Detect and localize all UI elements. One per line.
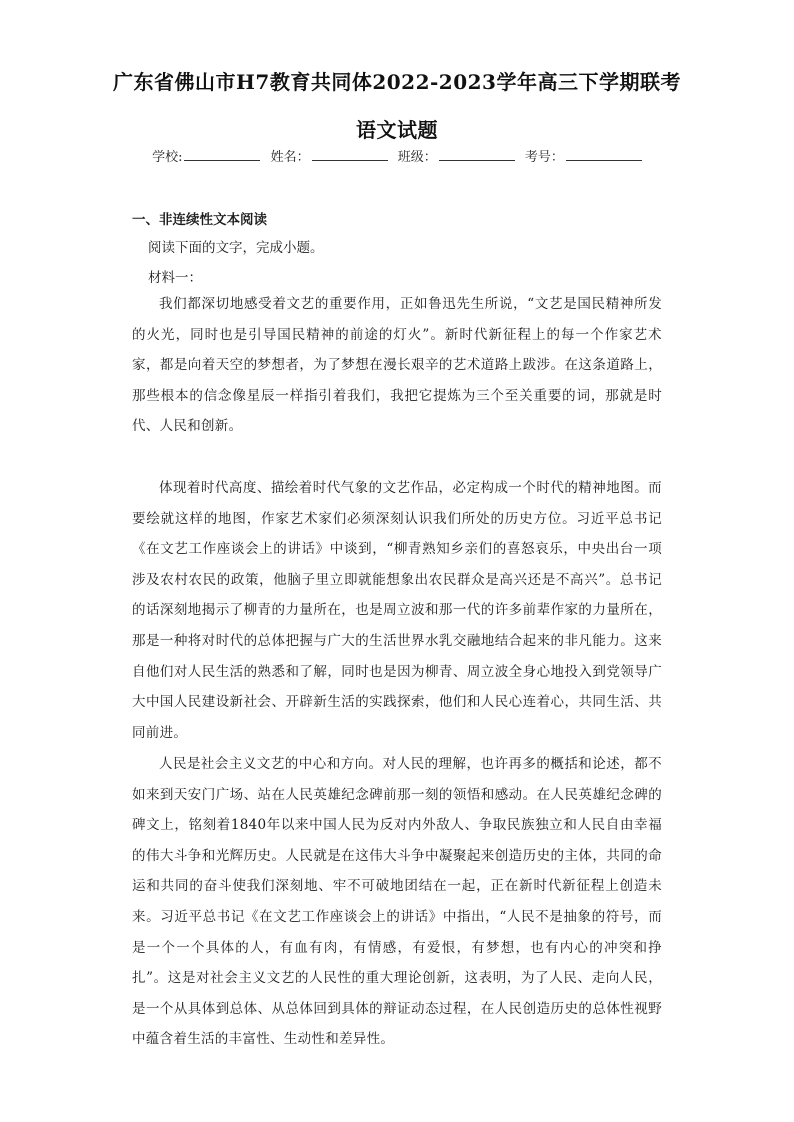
exam-number-blank [566,148,642,161]
exam-number-field [525,146,642,165]
section-heading: 一、非连续性文本阅读 [132,212,267,228]
name-blank [312,148,388,161]
name-label: 姓名： [270,150,310,165]
school-field [152,146,260,165]
school-blank [184,148,260,161]
name-field [271,146,388,165]
class-label: 班级： [397,150,437,165]
exam-number-label: 考号： [524,150,564,165]
class-blank [439,148,515,161]
exam-subject-title: 语文试题 [356,118,438,142]
paragraph-1: 我们都深切地感受着文艺的重要作用，正如鲁迅先生所说，“文艺是国民精神所发的火光，同时也是引导国民精神的前途的灯火”。新时代新征程上的每一个作家艺术家，都是向着天空的梦想者，为了梦想在漫长艰辛的艺术道路上跋涉。在这条道路上，那些根本的信念像星辰一样指引着我们，我把它提炼为三个至关重要的词，那就是时代、人民和创新。 [132,296,662,435]
reading-instruction: 阅读下面的文字，完成小题。 [148,240,324,256]
student-info-line [0,146,794,165]
class-field [398,146,515,165]
exam-title: 广东省佛山市H7教育共同体2022-2023学年高三下学期联考 [113,70,681,94]
paragraph-2: 体现着时代高度、描绘着时代气象的文艺作品，必定构成一个时代的精神地图。而要绘就这样的地图，作家艺术家们必须深刻认识我们所处的历史方位。习近平总书记《在文艺工作座谈会上的讲话》中谈到，“柳青熟知乡亲们的喜怒哀乐，中央出台一项涉及农村农民的政策，他脑子里立即就能想象出农民群众是高兴还是不高兴”。总书记的话深刻地揭示了柳青的力量所在，也是周立波和那一代的许多前辈作家的力量所在，那是一种将对时代的总体把握与广大的生活世界水乳交融地结合起来的非凡能力。这来自他们对人民生活的熟悉和了解，同时也是因为柳青、周立波全身心地投入到党领导广大中国人民建设新社会、开辟新生活的实践探索，他们和人民心连着心，共同生活、共同前进。 [132,480,662,741]
paragraph-3: 人民是社会主义文艺的中心和方向。对人民的理解，也许再多的概括和论述，都不如来到天安门广场、站在人民英雄纪念碑前那一刻的领悟和感动。在人民英雄纪念碑的碑文上，铭刻着1840年以来中国人民为反对内外敌人、争取民族独立和人民自由幸福的伟大斗争和光辉历史。人民就是在这伟大斗争中凝聚起来创造历史的主体，共同的命运和共同的奋斗使我们深刻地、牢不可破地团结在一起，正在新时代新征程上创造未来。习近平总书记《在文艺工作座谈会上的讲话》中指出，“人民不是抽象的符号，而是一个一个具体的人，有血有肉，有情感，有爱恨，有梦想，也有内心的冲突和挣扎”。这是对社会主义文艺的人民性的重大理论创新，这表明，为了人民、走向人民，是一个从具体到总体、从总体回到具体的辩证动态过程，在人民创造历史的总体性视野中蕴含着生活的丰富性、生动性和差异性。 [132,756,662,1048]
school-label: 学校: [152,150,183,165]
material-label: 材料一： [148,270,202,286]
